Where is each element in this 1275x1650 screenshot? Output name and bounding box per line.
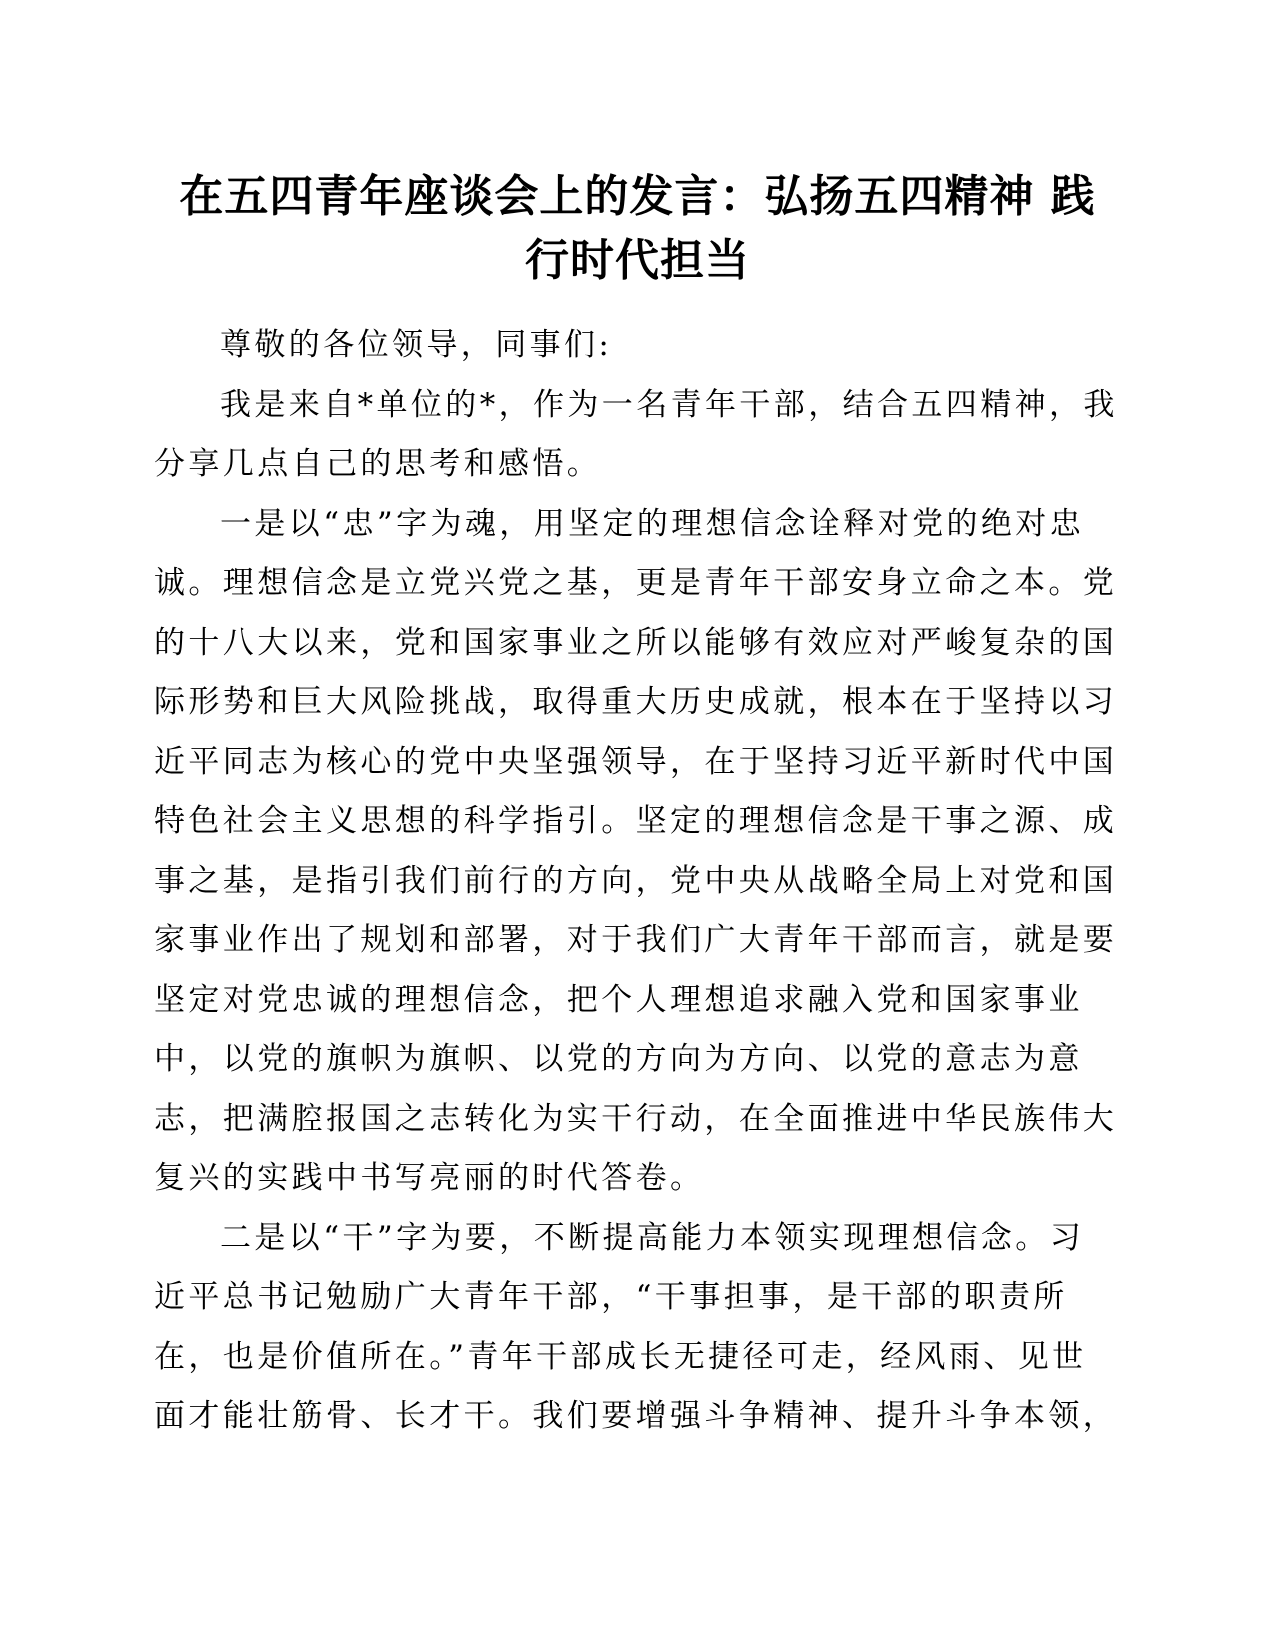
body-text-line: 分享几点自己的思考和感悟。	[154, 446, 602, 482]
body-text-line: 诚。理想信念是立党兴党之基，更是青年干部安身立命之本。党	[154, 565, 1118, 601]
title-line-1: 在五四青年座谈会上的发言：弘扬五四精神 践	[179, 171, 1096, 222]
body-text-line: 际形势和巨大风险挑战，取得重大历史成就，根本在于坚持以习	[154, 684, 1118, 720]
body-text-line: 坚定对党忠诚的理想信念，把个人理想追求融入党和国家事业	[154, 981, 1083, 1018]
body-text-line: 复兴的实践中书写亮丽的时代答卷。	[154, 1160, 705, 1196]
body-text-line: 的十八大以来，党和国家事业之所以能够有效应对严峻复杂的国	[154, 624, 1118, 661]
body-text-line: 近平同志为核心的党中央坚强领导，在于坚持习近平新时代中国	[154, 743, 1118, 780]
body-text-line: 志，把满腔报国之志转化为实干行动，在全面推进中华民族伟大	[154, 1100, 1118, 1137]
body-text-line: 中，以党的旗帜为旗帜、以党的方向为方向、以党的意志为意	[154, 1041, 1083, 1077]
document-body	[154, 316, 1118, 1447]
page-title	[140, 165, 1135, 293]
body-text-line: 事之基，是指引我们前行的方向，党中央从战略全局上对党和国	[154, 862, 1118, 899]
body-text-line: 近平总书记勉励广大青年干部，“干事担事，是干部的职责所	[154, 1279, 1068, 1315]
body-text-line: 家事业作出了规划和部署，对于我们广大青年干部而言，就是要	[154, 922, 1118, 958]
body-text-line: 在，也是价值所在。”青年干部成长无捷径可走，经风雨、见世	[154, 1338, 1087, 1375]
body-text-line: 我是来自*单位的*，作为一名青年干部，结合五四精神，我	[220, 386, 1118, 423]
body-text-line: 二是以“干”字为要，不断提高能力本领实现理想信念。习	[220, 1219, 1085, 1256]
body-text-line: 特色社会主义思想的科学指引。坚定的理想信念是干事之源、成	[154, 803, 1118, 839]
body-text-line: 一是以“忠”字为魂，用坚定的理想信念诠释对党的绝对忠	[220, 505, 1085, 542]
body-text-line: 面才能壮筋骨、长才干。我们要增强斗争精神、提升斗争本领，	[154, 1398, 1118, 1434]
body-text-line: 尊敬的各位领导，同事们:	[220, 327, 613, 363]
title-line-2: 行时代担当	[525, 235, 750, 286]
